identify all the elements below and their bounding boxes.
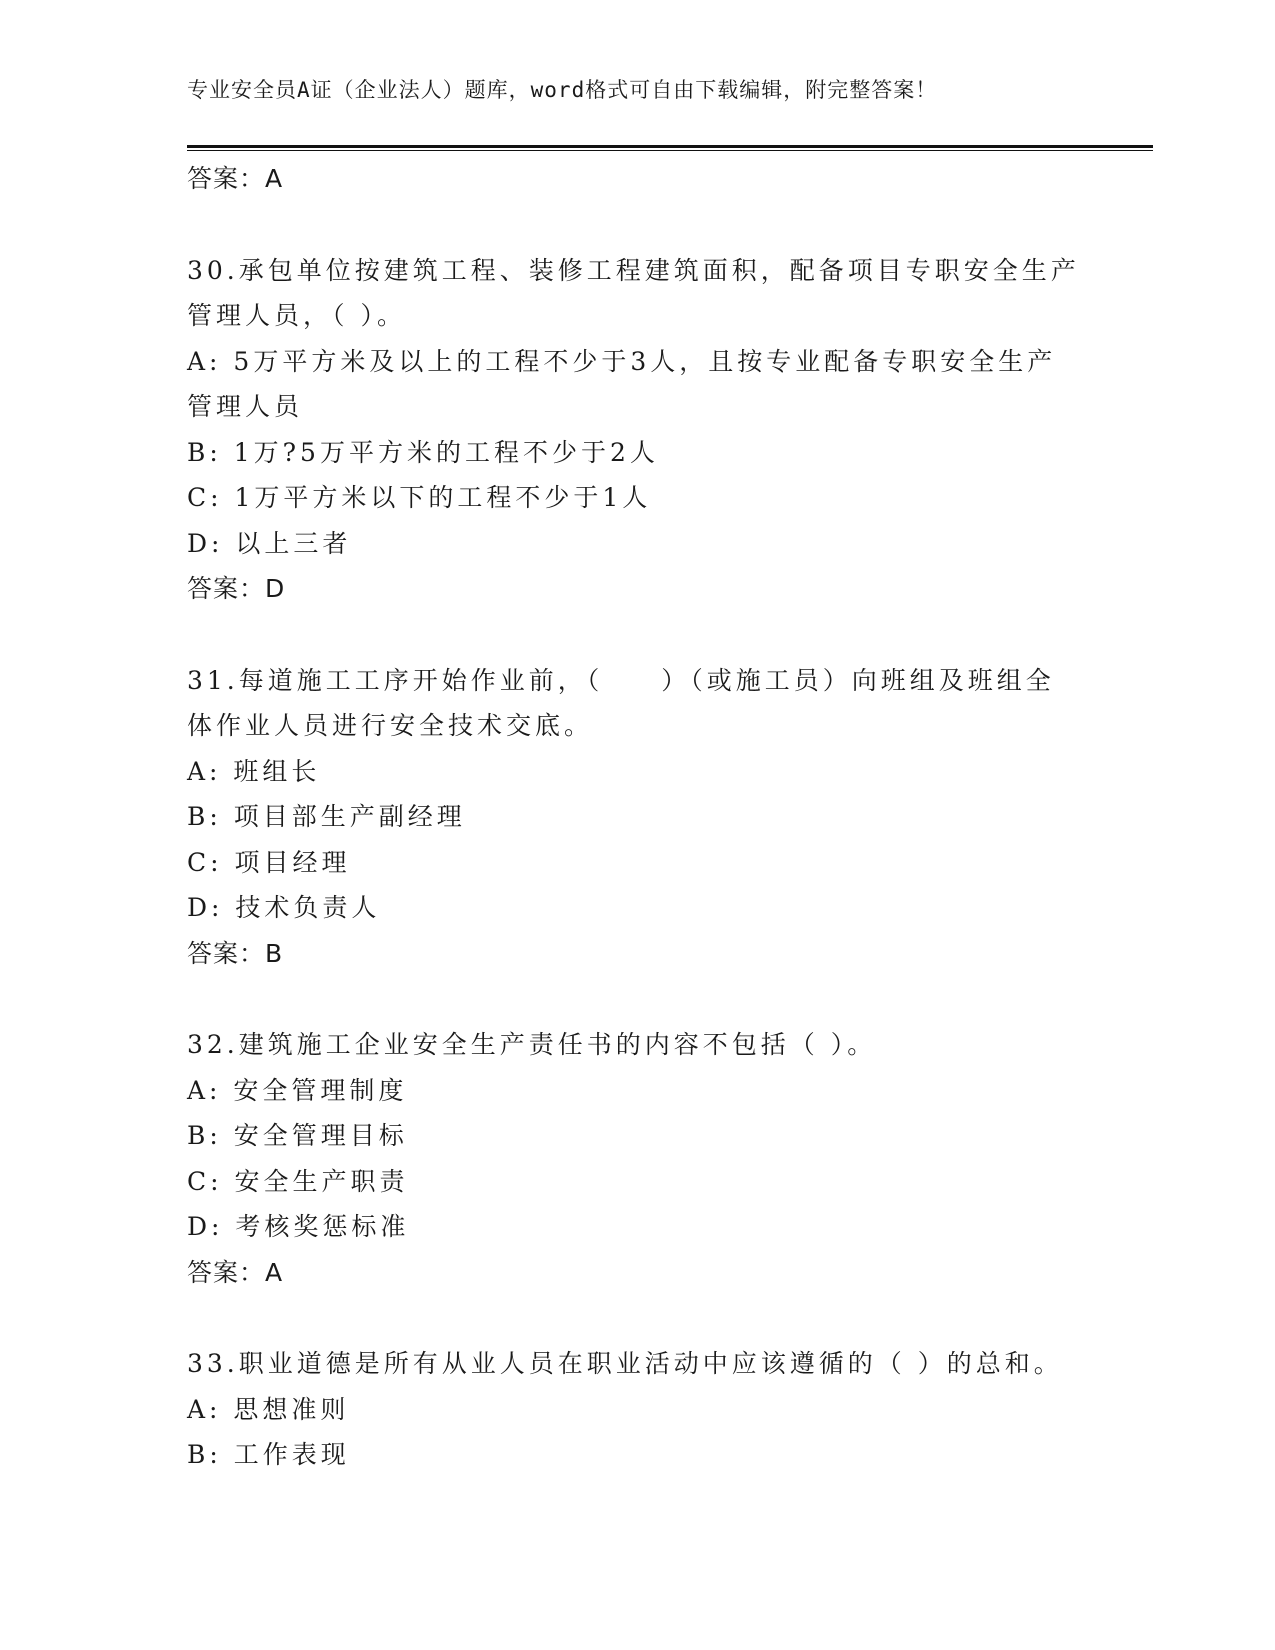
question-stem	[187, 658, 1087, 749]
block-gap	[187, 612, 1087, 658]
option-line: B: 工作表现	[187, 1440, 350, 1469]
question-stem	[187, 248, 1087, 339]
answer-option	[187, 1204, 1087, 1250]
page-header: 专业安全员A证（企业法人）题库，word格式可自由下载编辑，附完整答案！	[187, 78, 938, 102]
answer-key	[187, 931, 1087, 977]
question-line: 31.每道施工工序开始作业前，（ ）（或施工员）向班组及班组全	[187, 665, 1055, 695]
option-line: A: 班组长	[187, 756, 321, 786]
header-rule-thin	[187, 150, 1153, 151]
answer-option	[187, 430, 1087, 476]
block-gap	[187, 1295, 1087, 1341]
answer-line: 答案：A	[187, 164, 284, 193]
option-line: A: 5万平方米及以上的工程不少于3人，且按专业配备专职安全生产	[187, 346, 1057, 376]
option-line: B: 项目部生产副经理	[187, 802, 466, 831]
block-gap	[187, 202, 1087, 248]
question-line: 30.承包单位按建筑工程、装修工程建筑面积，配备项目专职安全生产	[187, 255, 1080, 285]
option-line: C: 项目经理	[187, 847, 351, 877]
answer-option	[187, 1432, 1087, 1478]
question-stem	[187, 1341, 1087, 1387]
option-line: 管理人员	[187, 392, 304, 421]
option-line: B: 1万?5万平方米的工程不少于2人	[187, 437, 659, 467]
question-line: 32.建筑施工企业安全生产责任书的内容不包括（ ）。	[187, 1030, 877, 1059]
answer-option	[187, 840, 1087, 886]
answer-option	[187, 885, 1087, 931]
answer-line: 答案：B	[187, 938, 284, 968]
answer-option	[187, 749, 1087, 795]
block-gap	[187, 976, 1087, 1022]
option-line: D: 以上三者	[187, 528, 352, 558]
answer-key	[187, 156, 1087, 202]
answer-option	[187, 475, 1087, 521]
answer-option	[187, 1113, 1087, 1159]
answer-key	[187, 1250, 1087, 1296]
option-line: D: 技术负责人	[187, 893, 381, 922]
header-rule-thick	[187, 145, 1153, 148]
answer-line: 答案：D	[187, 574, 286, 603]
answer-line: 答案：A	[187, 1257, 284, 1287]
answer-option	[187, 1068, 1087, 1114]
option-line: A: 安全管理制度	[187, 1075, 408, 1105]
answer-option	[187, 1159, 1087, 1205]
question-stem	[187, 1022, 1087, 1068]
question-line: 33.职业道德是所有从业人员在职业活动中应该遵循的（ ）的总和。	[187, 1349, 1063, 1378]
option-line: B: 安全管理目标	[187, 1121, 408, 1150]
answer-key	[187, 566, 1087, 612]
option-line: A: 思想准则	[187, 1394, 350, 1424]
option-line: C: 1万平方米以下的工程不少于1人	[187, 483, 652, 512]
answer-option	[187, 794, 1087, 840]
question-line: 管理人员，（ ）。	[187, 301, 406, 330]
option-line: D: 考核奖惩标准	[187, 1212, 410, 1241]
answer-option	[187, 339, 1087, 430]
question-content	[187, 156, 1087, 1478]
answer-option	[187, 521, 1087, 567]
option-line: C: 安全生产职责	[187, 1166, 409, 1196]
question-line: 体作业人员进行安全技术交底。	[187, 711, 594, 740]
answer-option	[187, 1387, 1087, 1433]
